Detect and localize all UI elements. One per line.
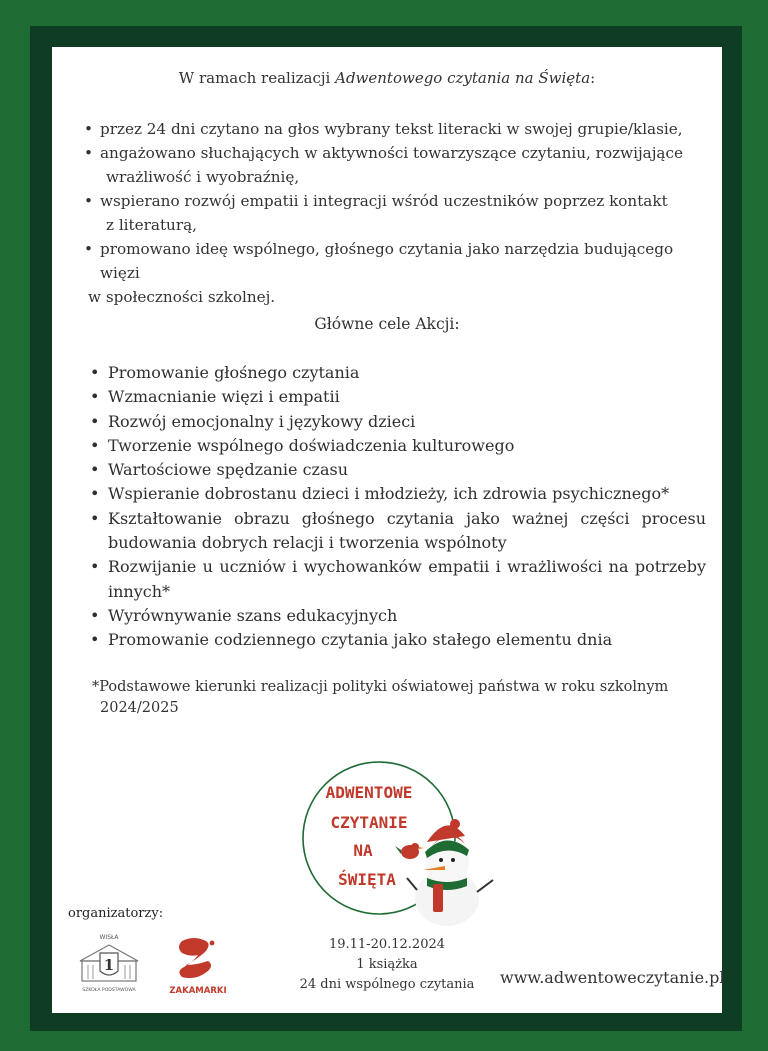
- logo-text-line-4: ŚWIĘTA: [338, 870, 396, 889]
- snowman-icon: [407, 819, 493, 926]
- campaign-dates: 19.11-20.12.2024: [328, 937, 446, 952]
- zakamarki-dragon-icon: [179, 938, 211, 978]
- zakamarki-logo: [168, 935, 228, 997]
- campaign-days: 24 dni wspólnego czytania: [299, 977, 475, 992]
- school-logo: [74, 931, 144, 993]
- goals-list: [90, 361, 706, 653]
- footnote: [92, 677, 692, 719]
- logo-text-line-2: CZYTANIE: [330, 813, 408, 832]
- list-item: • Promowanie głośnego czytania: [90, 361, 706, 385]
- activities-list: [82, 117, 702, 309]
- logo-text-line-3: NA: [353, 841, 373, 860]
- campaign-logo: [297, 752, 497, 932]
- list-item: • Rozwój emocjonalny i językowy dzieci: [90, 410, 706, 434]
- activity-text: promowano ideę wspólnego, głośnego czytania jako narzędzia budującego więzi: [100, 240, 674, 282]
- list-item: • Wzmacnianie więzi i empatii: [90, 385, 706, 409]
- list-item: • Tworzenie wspólnego doświadczenia kulturowego: [90, 434, 706, 458]
- footnote-line-1: *Podstawowe kierunki realizacji polityki oświatowej państwa w roku szkolnym: [92, 679, 669, 695]
- list-item: [82, 141, 702, 189]
- goals-heading: Główne cele Akcji:: [314, 315, 460, 333]
- activity-text: angażowano słuchających w aktywności towarzyszące czytaniu, rozwijające: [100, 144, 683, 162]
- intro-suffix: :: [590, 69, 596, 87]
- list-item: • Rozwijanie u uczniów i wychowanków empatii i wrażliwości na potrzeby innych*: [90, 555, 706, 604]
- list-item: [82, 189, 702, 237]
- intro-prefix: W ramach realizacji: [178, 69, 336, 87]
- list-item: • Wyrównywanie szans edukacyjnych: [90, 604, 706, 628]
- campaign-book: 1 książka: [356, 957, 418, 972]
- organizers-label: organizatorzy:: [68, 906, 164, 921]
- logo-text-line-1: ADWENTOWE: [325, 783, 413, 802]
- footnote-line-2: 2024/2025: [100, 700, 179, 716]
- list-item: • Wspieranie dobrostanu dzieci i młodzieży, ich zdrowia psychicznego*: [90, 482, 706, 506]
- school-logo-bottom-text: SZKOŁA PODSTAWOWA: [82, 988, 136, 993]
- activity-text: przez 24 dni czytano na głos wybrany tekst literacki w swojej grupie/klasie,: [100, 120, 683, 138]
- activity-text-cont: w społeczności szkolnej.: [88, 288, 276, 306]
- list-item: • Kształtowanie obrazu głośnego czytania jako ważnej części procesu budowania dobrych relacji i tworzenia wspólnoty: [90, 507, 706, 556]
- school-logo-number: 1: [103, 956, 115, 974]
- list-item: • Wartościowe spędzanie czasu: [90, 458, 706, 482]
- bird-icon: [395, 843, 424, 859]
- zakamarki-logo-text: ZAKAMARKI: [169, 986, 227, 996]
- poster-card: [52, 47, 725, 1013]
- activity-text-cont: z literaturą,: [106, 216, 197, 234]
- activity-text: wspierano rozwój empatii i integracji wśród uczestników poprzez kontakt: [100, 192, 668, 210]
- school-logo-top-text: WISŁA: [99, 934, 119, 941]
- list-item: • Promowanie codziennego czytania jako stałego elementu dnia: [90, 628, 706, 652]
- activity-text-cont: wrażliwość i wyobraźnię,: [106, 168, 300, 186]
- list-item: [82, 237, 702, 309]
- list-item: [82, 117, 702, 141]
- campaign-details: [282, 935, 492, 995]
- intro-italic-title: Adwentowego czytania na Święta: [335, 69, 591, 87]
- intro-line: [52, 69, 722, 87]
- website-link[interactable]: www.adwentoweczytanie.pl: [500, 968, 725, 987]
